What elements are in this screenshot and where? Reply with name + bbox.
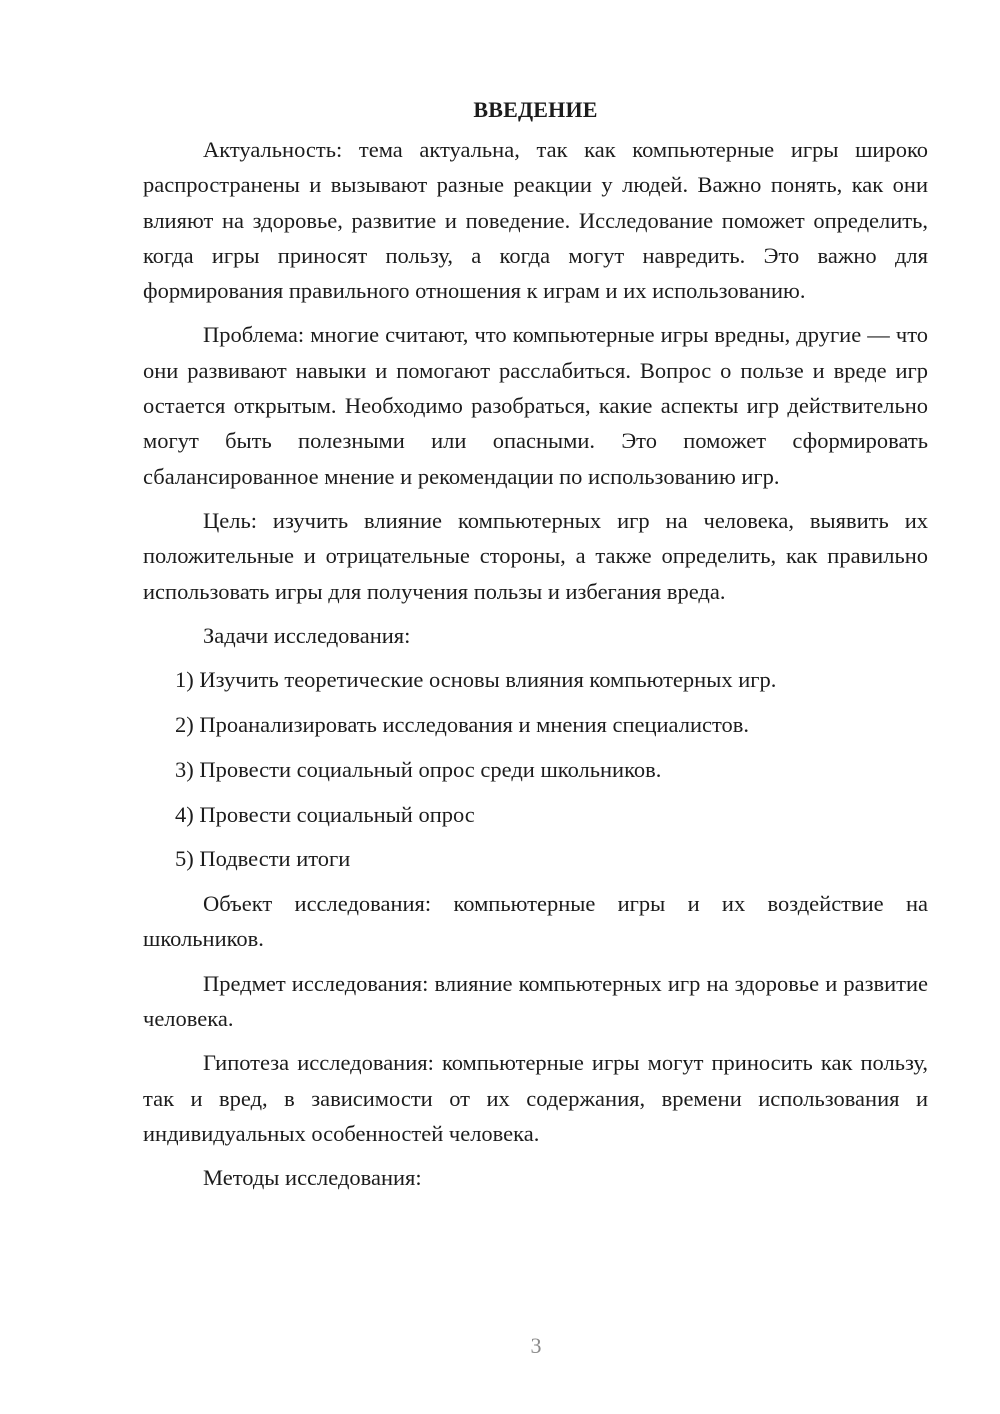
page-number: 3: [530, 1333, 542, 1358]
task-item: 1) Изучить теоретические основы влияния компьютерных игр.: [175, 667, 777, 693]
tasks-list: [143, 662, 928, 876]
tasks-heading: Задачи исследования:: [203, 622, 411, 648]
relevance-paragraph: Актуальность: тема актуальна, так как компьютерные игры широко распространены и вызывают разные реакции у людей. Важно понять, как они влияют на здоровье, развитие и поведение. Исследование поможет определить, когда игры приносят пользу, а когда могут навредить. Это важно для формирования правильного отношения к играм и их использованию.: [143, 137, 928, 304]
task-item: 5) Подвести итоги: [175, 846, 351, 872]
goal-paragraph: Цель: изучить влияние компьютерных игр на человека, выявить их положительные и отрицательные стороны, а также определить, как правильно использовать игры для получения пользы и избегания вреда.: [143, 507, 928, 604]
task-item: 4) Провести социальный опрос: [175, 801, 475, 827]
task-item: 2) Проанализировать исследования и мнения специалистов.: [175, 711, 750, 737]
methods-heading: Методы исследования:: [203, 1165, 422, 1191]
hypothesis-paragraph: Гипотеза исследования: компьютерные игры могут приносить как пользу, так и вред, в зависимости от их содержания, времени использования и индивидуальных особенностей человека.: [143, 1050, 928, 1146]
page-title: ВВЕДЕНИЕ: [473, 97, 598, 122]
subject-paragraph: Предмет исследования: влияние компьютерных игр на здоровье и развитие человека.: [143, 970, 928, 1032]
problem-paragraph: Проблема: многие считают, что компьютерные игры вредны, другие — что они развивают навыки и помогают расслабиться. Вопрос о пользе и вреде игр остается открытым. Необходимо разобраться, какие аспекты игр действительно могут быть полезными или опасными. Это поможет сформировать сбалансированное мнение и рекомендации по использованию игр.: [143, 322, 928, 489]
object-paragraph: Объект исследования: компьютерные игры и их воздействие на школьников.: [143, 891, 928, 952]
document-page: [143, 92, 928, 1205]
task-item: 3) Провести социальный опрос среди школьников.: [175, 756, 662, 782]
